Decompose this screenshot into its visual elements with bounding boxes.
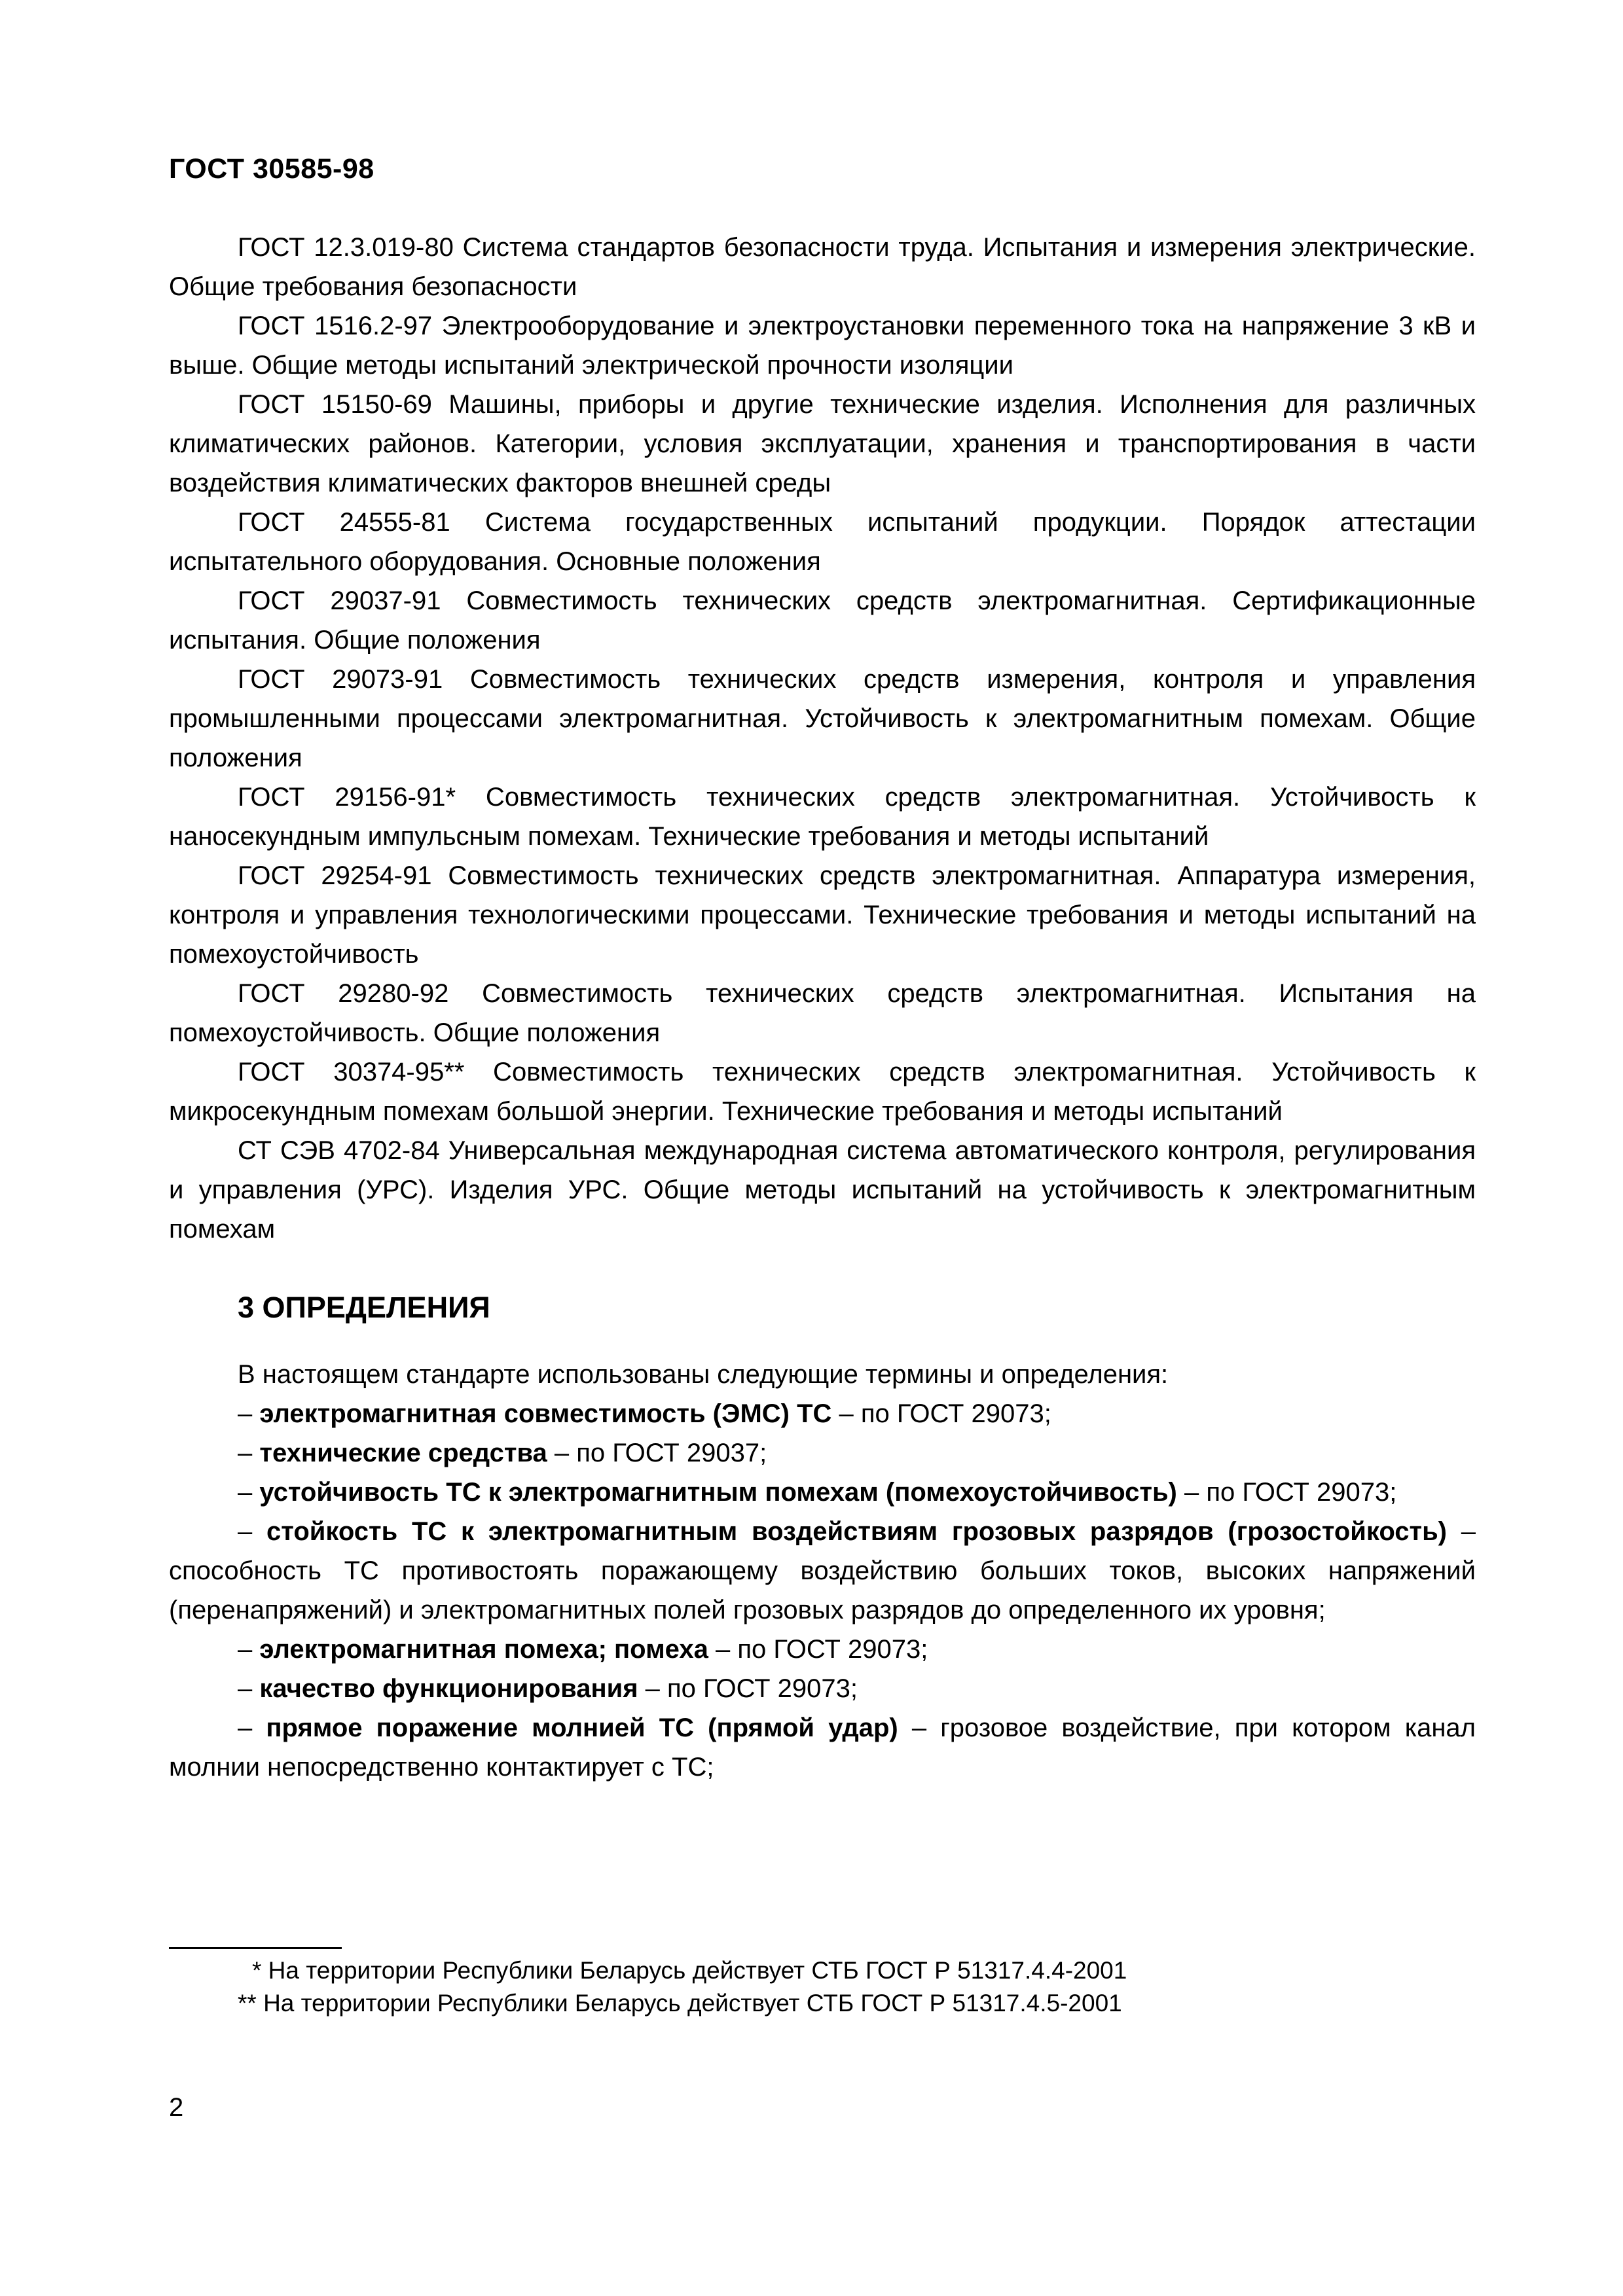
definition-dash: – bbox=[238, 1713, 266, 1742]
document-header: ГОСТ 30585-98 bbox=[169, 153, 374, 185]
definitions-section bbox=[169, 1355, 1476, 1787]
definitions-intro: В настоящем стандарте использованы следующие термины и определения: bbox=[238, 1360, 1169, 1389]
definition-dash: – bbox=[238, 1399, 260, 1428]
definition-item bbox=[169, 1630, 1476, 1669]
definition-term: технические средства bbox=[259, 1439, 547, 1467]
reference-item: ГОСТ 29254-91 Совместимость технических средств электромагнитная. Аппаратура измерения, контроля и управления технологическими процессами. Технические требования и методы испытаний на помехоустойчивость bbox=[169, 861, 1476, 969]
definition-term: прямое поражение молнией ТС (прямой удар) bbox=[266, 1713, 898, 1742]
definition-text: – по ГОСТ 29073; bbox=[708, 1635, 928, 1664]
reference-item: ГОСТ 15150-69 Машины, приборы и другие технические изделия. Исполнения для различных климатических районов. Категории, условия эксплуатации, хранения и транспортирования в части воздействия климатических факторов внешней среды bbox=[169, 390, 1476, 497]
definition-dash: – bbox=[238, 1478, 260, 1507]
definition-text: – грозовое воздействие, при котором канал молнии непосредственно контактирует с ТС; bbox=[169, 1713, 1476, 1782]
document-body bbox=[169, 228, 1476, 1787]
definition-item bbox=[169, 1433, 1476, 1473]
definition-text: – способность ТС противостоять поражающему воздействию больших токов, высоких напряжений (перенапряжений) и электромагнитных полей грозовых разрядов до определенного их уровня; bbox=[169, 1517, 1476, 1624]
reference-item: ГОСТ 30374-95** Совместимость технических средств электромагнитная. Устойчивость к микросекундным помехам большой энергии. Технические требования и методы испытаний bbox=[169, 1058, 1476, 1126]
definition-term: электромагнитная помеха; помеха bbox=[259, 1635, 708, 1664]
definition-text: – по ГОСТ 29073; bbox=[1176, 1478, 1397, 1507]
definition-item bbox=[169, 1473, 1476, 1512]
section-title: 3 ОПРЕДЕЛЕНИЯ bbox=[238, 1291, 490, 1324]
footnote-item: ** На территории Республики Беларусь действует СТБ ГОСТ Р 51317.4.5-2001 bbox=[238, 1990, 1122, 2017]
definition-item bbox=[169, 1394, 1476, 1433]
reference-item: СТ СЭВ 4702-84 Универсальная международная система автоматического контроля, регулирования и управления (УРС). Изделия УРС. Общие методы испытаний на устойчивость к электромагнитным помехам bbox=[169, 1136, 1476, 1244]
definition-dash: – bbox=[238, 1635, 260, 1664]
reference-item: ГОСТ 12.3.019-80 Система стандартов безопасности труда. Испытания и измерения электрические. Общие требования безопасности bbox=[169, 233, 1476, 301]
definition-text: – по ГОСТ 29037; bbox=[547, 1439, 767, 1467]
reference-item: ГОСТ 29073-91 Совместимость технических средств измерения, контроля и управления промышленными процессами электромагнитная. Устойчивость к электромагнитным помехам. Общие положения bbox=[169, 665, 1476, 772]
reference-item: ГОСТ 24555-81 Система государственных испытаний продукции. Порядок аттестации испытательного оборудования. Основные положения bbox=[169, 508, 1476, 576]
reference-item: ГОСТ 29037-91 Совместимость технических средств электромагнитная. Сертификационные испытания. Общие положения bbox=[169, 586, 1476, 655]
definition-dash: – bbox=[238, 1439, 260, 1467]
reference-item: ГОСТ 29280-92 Совместимость технических средств электромагнитная. Испытания на помехоустойчивость. Общие положения bbox=[169, 979, 1476, 1047]
reference-item: ГОСТ 29156-91* Совместимость технических средств электромагнитная. Устойчивость к наносекундным импульсным помехам. Технические требования и методы испытаний bbox=[169, 783, 1476, 851]
definition-term: стойкость ТС к электромагнитным воздействиям грозовых разрядов (грозостойкость) bbox=[266, 1517, 1447, 1546]
definition-item bbox=[169, 1512, 1476, 1630]
footnote-item: * На территории Республики Беларусь действует СТБ ГОСТ Р 51317.4.4-2001 bbox=[252, 1957, 1127, 1984]
normative-references-list bbox=[169, 228, 1476, 1249]
reference-item: ГОСТ 1516.2-97 Электрооборудование и электроустановки переменного тока на напряжение 3 кВ и выше. Общие методы испытаний электрической прочности изоляции bbox=[169, 312, 1476, 380]
definition-item bbox=[169, 1708, 1476, 1787]
definition-term: электромагнитная совместимость (ЭМС) ТС bbox=[259, 1399, 832, 1428]
page-number: 2 bbox=[169, 2093, 184, 2122]
definition-term: качество функционирования bbox=[259, 1674, 638, 1703]
definition-text: – по ГОСТ 29073; bbox=[638, 1674, 858, 1703]
definition-term: устойчивость ТС к электромагнитным помехам (помехоустойчивость) bbox=[259, 1478, 1177, 1507]
definition-text: – по ГОСТ 29073; bbox=[831, 1399, 1051, 1428]
footnotes bbox=[169, 1954, 1476, 2020]
footnote-divider bbox=[169, 1947, 342, 1949]
definition-dash: – bbox=[238, 1674, 260, 1703]
definition-dash: – bbox=[238, 1517, 267, 1546]
definition-item bbox=[169, 1669, 1476, 1708]
